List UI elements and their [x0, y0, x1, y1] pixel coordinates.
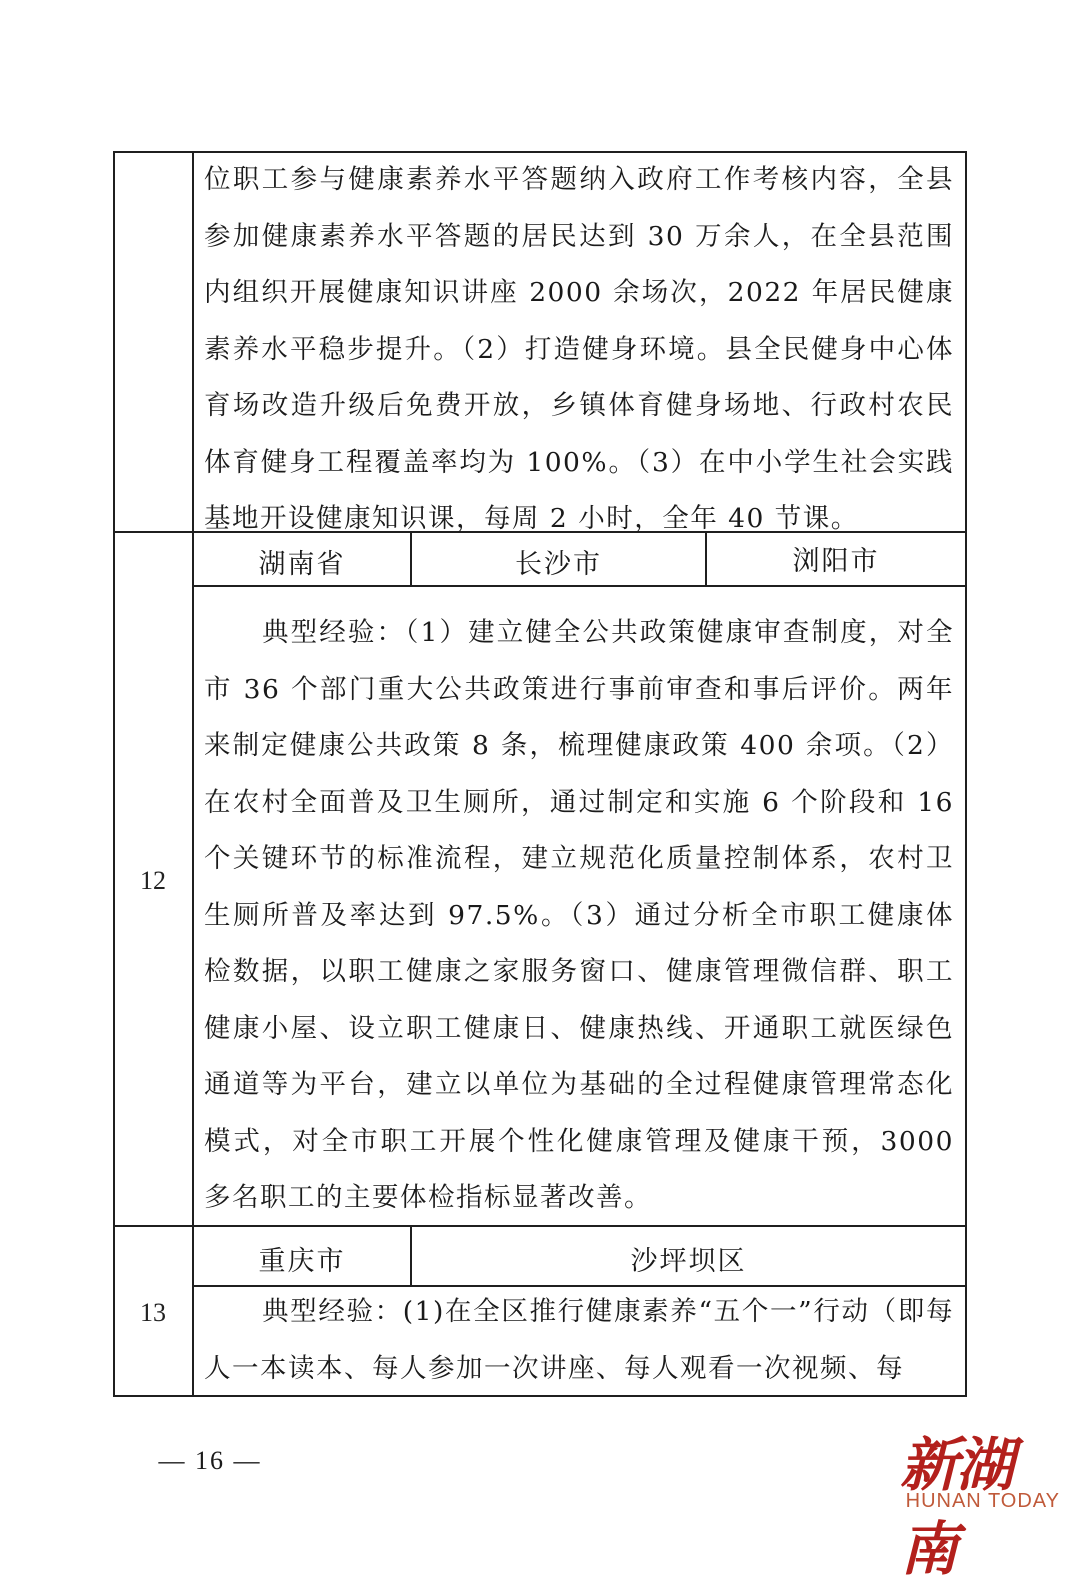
row-12-province: 湖南省 — [258, 549, 346, 580]
page-number: — 16 — — [158, 1446, 262, 1475]
row-13-district: 沙坪坝区 — [630, 1246, 747, 1277]
row-13-paragraph: 典型经验：(1)在全区推行健康素养“五个一”行动（即每人一本读本、每人参加一次讲座、每人观看一次视频、每 — [204, 1296, 954, 1384]
row-12-city: 长沙市 — [515, 549, 602, 580]
row-11-continued-paragraph: 位职工参与健康素养水平答题纳入政府工作考核内容，全县参加健康素养水平答题的居民达到 30 万余人，在全县范围内组织开展健康知识讲座 2000 余场次，2022 年居民健康素养水平稳步提升。（2）打造健身环境。县全民健身中心体育场改造升级后免费开放，乡镇体育健身场地、行政村农民体育健身工程覆盖率均为 100%。（3）在中小学生社会实践基地开设健康知识课，每周 2 小时，全年 40 节课。 — [204, 164, 954, 534]
row-number-12: 12 — [140, 866, 166, 895]
table-border-right — [965, 151, 967, 1397]
row-12-header-divider — [192, 585, 967, 587]
table-border-left — [113, 151, 115, 1397]
logo-subtext: HUNAN TODAY — [905, 1490, 1060, 1512]
number-column-divider — [192, 151, 194, 1397]
logo-text: 新湖南 — [900, 1431, 1013, 1583]
row-number-13: 13 — [140, 1298, 166, 1327]
hunan-today-logo — [900, 1418, 1070, 1583]
row-12-paragraph: 典型经验：（1）建立健全公共政策健康审查制度，对全市 36 个部门重大公共政策进行事前审查和事后评价。两年来制定健康公共政策 8 条，梳理健康政策 400 余项。（2）在农村全面普及卫生厕所，通过制定和实施 6 个阶段和 16 个关键环节的标准流程，建立规范化质量控制体系，农村卫生厕所普及率达到 97.5%。（3）通过分析全市职工健康体检数据，以职工健康之家服务窗口、健康管理微信群、职工健康小屋、设立职工健康日、健康热线、开通职工就医绿色通道等为平台，建立以单位为基础的全过程健康管理常态化模式，对全市职工开展个性化健康管理及健康干预，3000 多名职工的主要体检指标显著改善。 — [204, 617, 964, 1213]
row-13-province: 重庆市 — [258, 1246, 346, 1277]
row-12-county: 浏阳市 — [792, 546, 880, 577]
